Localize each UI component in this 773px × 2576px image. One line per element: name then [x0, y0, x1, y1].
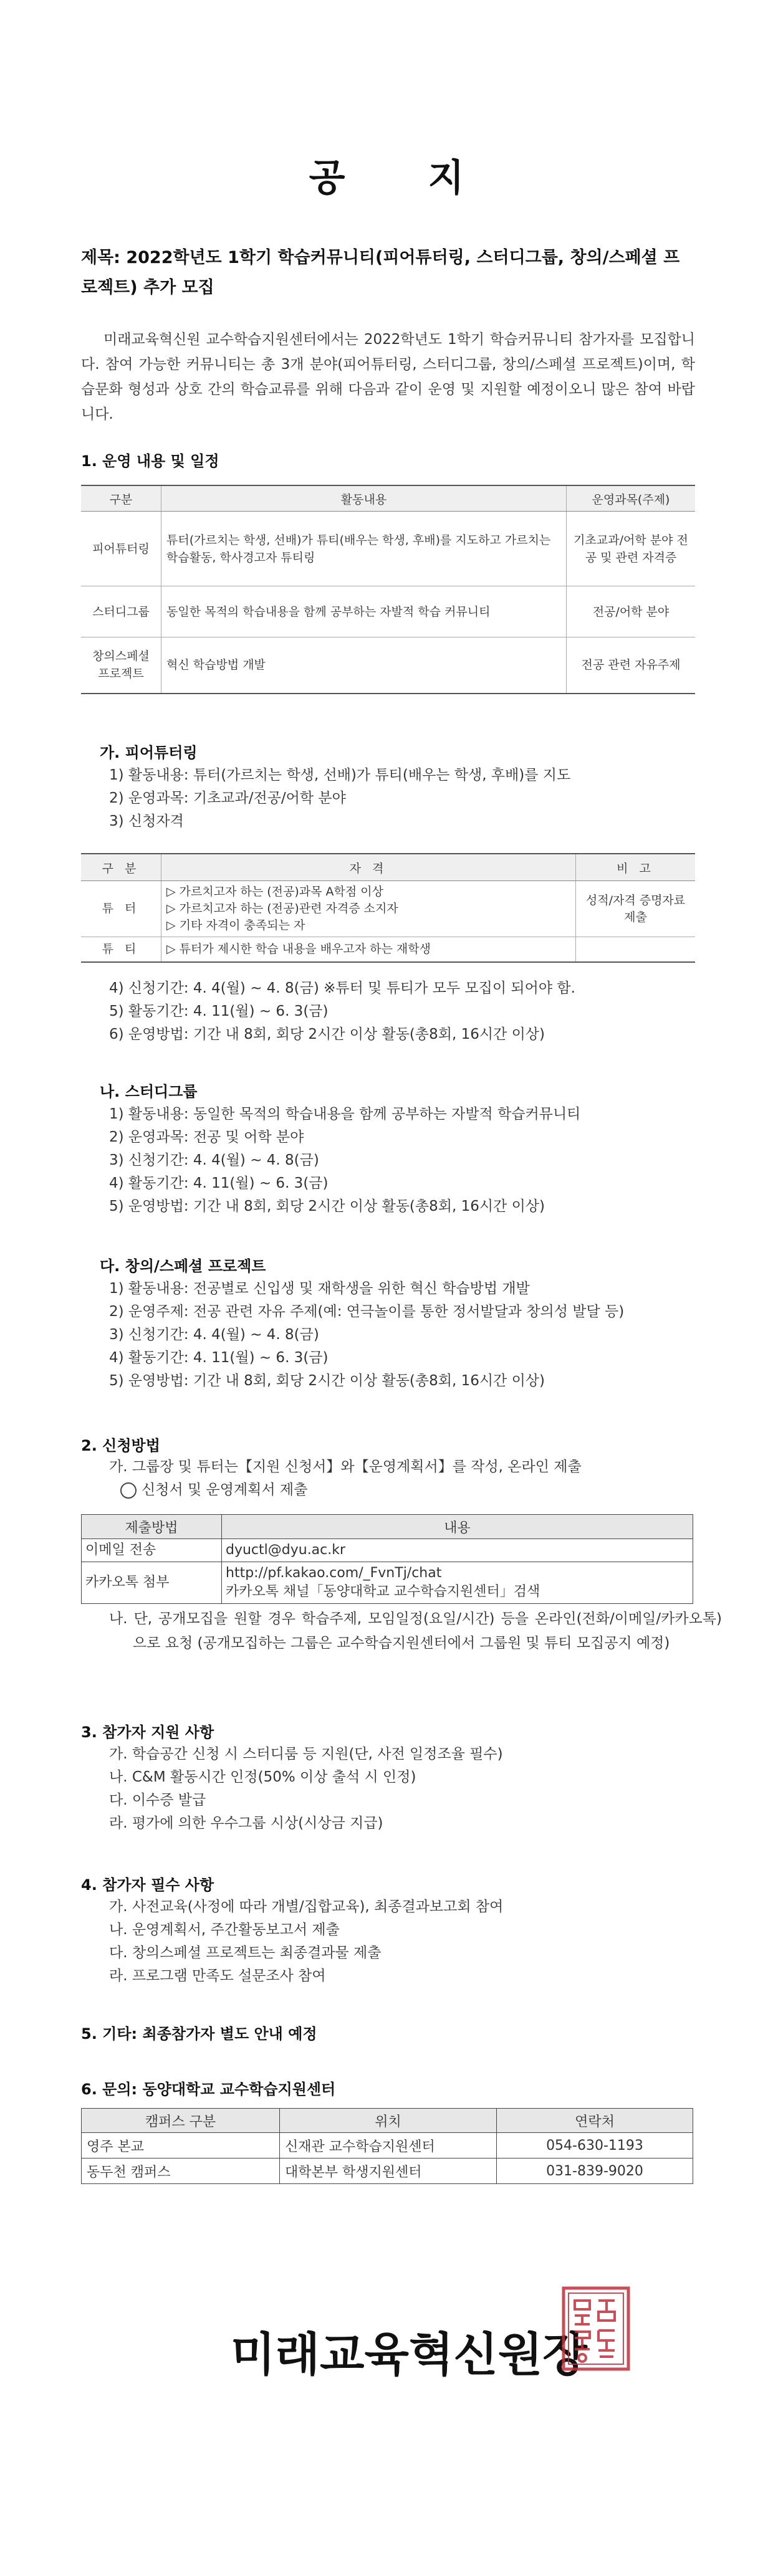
list-item: 나. C&M 활동시간 인정(50% 이상 출석 시 인정): [109, 1769, 416, 1785]
requirements-list: [109, 1896, 701, 1988]
list-item: 가. 그룹장 및 튜터는【지원 신청서】와【운영계획서】를 작성, 온라인 제출: [109, 1459, 582, 1475]
campus-phone[interactable]: 031-839-9020: [497, 2159, 693, 2184]
list-item: 2) 운영주제: 전공 관련 자유 주제(예: 연극놀이를 통한 정서발달과 창의성 발달 등): [109, 1304, 625, 1320]
application-list: [109, 1456, 701, 1502]
row-activity: 혁신 학습방법 개발: [161, 637, 567, 694]
notice-subject: 제목: 2022학년도 1학기 학습커뮤니티(피어튜터링, 스터디그룹, 창의/스페셜 프로젝트) 추가 모집: [81, 248, 680, 297]
table-header-row: [81, 485, 695, 512]
issuer-name: 미래교육혁신원장: [231, 2328, 587, 2382]
column-header: 비 고: [576, 854, 696, 881]
notice-title: 공 지: [309, 156, 499, 200]
operation-table: [81, 485, 695, 694]
list-item: ▷ 가르치고자 하는 (전공)관련 자격증 소지자: [166, 902, 398, 915]
table-row: [82, 1539, 693, 1562]
table-row: [81, 512, 695, 586]
table-row: [82, 2133, 693, 2159]
official-seal-icon: [561, 2286, 631, 2372]
submission-table: [81, 1514, 693, 1604]
column-header: 구분: [81, 485, 161, 512]
list-item: 4) 활동기간: 4. 11(월) ~ 6. 3(금): [109, 1175, 329, 1191]
column-header: 자 격: [161, 854, 576, 881]
row-subject: 전공/어학 분야: [567, 586, 696, 637]
list-item: 6) 운영방법: 기간 내 8회, 회당 2시간 이상 활동(총8회, 16시간 이상): [109, 1026, 545, 1042]
section6-heading: 6. 문의: 동양대학교 교수학습지원센터: [81, 2081, 336, 2098]
list-item: 다. 창의스페셜 프로젝트는 최종결과물 제출: [109, 1945, 382, 1961]
table-row: [82, 2159, 693, 2184]
row-type: 창의스페셜 프로젝트: [81, 637, 161, 694]
list-item: 3) 신청자격: [109, 813, 184, 829]
support-list: [109, 1743, 701, 1835]
campus-phone[interactable]: 054-630-1193: [497, 2133, 693, 2159]
list-item: 라. 평가에 의한 우수그룹 시상(시상금 지급): [109, 1815, 383, 1831]
list-item: 5) 활동기간: 4. 11(월) ~ 6. 3(금): [109, 1003, 329, 1019]
section1-heading: 1. 운영 내용 및 일정: [81, 452, 219, 470]
list-item: 1) 활동내용: 동일한 목적의 학습내용을 함께 공부하는 자발적 학습커뮤니티: [109, 1106, 581, 1122]
list-item: 다. 이수증 발급: [109, 1792, 206, 1808]
list-item: 2) 운영과목: 기초교과/전공/어학 분야: [109, 790, 346, 806]
section3-heading: 3. 참가자 지원 사항: [81, 1724, 214, 1741]
table-row: [81, 586, 695, 637]
table-row: [82, 1562, 693, 1604]
list-item: 2) 운영과목: 전공 및 어학 분야: [109, 1129, 304, 1145]
campus-name: 영주 본교: [82, 2133, 280, 2159]
row-activity: 튜터(가르치는 학생, 선배)가 튜티(배우는 학생, 후배)를 지도하고 가르치는 학습활동, 학사경고자 튜티링: [161, 512, 567, 586]
public-recruitment-note: 나. 단, 공개모집을 원할 경우 학습주제, 모임일정(요일/시간) 등을 온라인(전화/이메일/카카오톡)으로 요청 (공개모집하는 그룹은 교수학습지원센터에서 그룹원 및 튜티 모집공지 예정): [109, 1611, 722, 1651]
tutor-qualifications: [161, 881, 576, 937]
row-subject: 기초교과/어학 분야 전공 및 관련 자격증: [567, 512, 696, 586]
row-activity: 동일한 목적의 학습내용을 함께 공부하는 자발적 학습 커뮤니티: [161, 586, 567, 637]
column-header: 내용: [222, 1515, 693, 1539]
peer-tutoring-heading: 가. 피어튜터링: [100, 744, 198, 761]
column-header: 활동내용: [161, 485, 567, 512]
kakao-method: 카카오톡 첨부: [82, 1562, 222, 1604]
table-row: [81, 937, 695, 962]
column-header: 연락처: [497, 2109, 693, 2133]
list-item: 나. 운영계획서, 주간활동보고서 제출: [109, 1922, 340, 1938]
study-group-list: [109, 1103, 701, 1218]
peer-tutoring-list-cont: [109, 977, 701, 1046]
tutee-label: 튜 티: [81, 937, 161, 962]
list-item: [109, 1479, 701, 1502]
tutor-note: 성적/자격 증명자료 제출: [576, 881, 696, 937]
campus-location: 대학본부 학생지원센터: [280, 2159, 497, 2184]
column-header: 제출방법: [82, 1515, 222, 1539]
table-row: [81, 881, 695, 937]
row-type: 피어튜터링: [81, 512, 161, 586]
kakao-channel: 카카오톡 채널「동양대학교 교수학습지원센터」검색: [226, 1584, 540, 1600]
column-header: 구 분: [81, 854, 161, 881]
email-method: 이메일 전송: [82, 1539, 222, 1562]
peer-tutoring-list: [109, 764, 701, 833]
column-header: 위치: [280, 2109, 497, 2133]
intro-paragraph: 미래교육혁신원 교수학습지원센터에서는 2022학년도 1학기 학습커뮤니티 참가자를 모집합니다. 참여 가능한 커뮤니티는 총 3개 분야(피어튜터링, 스터디그룹, 창의/스페셜 프로젝트)이며, 학습문화 형성과 상호 간의 학습교류를 위해 다음과 같이 운영 및 지원할 예정이오니 많은 참여 바랍니다.: [81, 332, 695, 422]
row-type: 스터디그룹: [81, 586, 161, 637]
tutee-qualification: ▷ 튜터가 제시한 학습 내용을 배우고자 하는 재학생: [161, 937, 576, 962]
creative-project-list: [109, 1277, 701, 1393]
list-item: 가. 학습공간 신청 시 스터디룸 등 지원(단, 사전 일정조율 필수): [109, 1746, 503, 1762]
qualification-table: [81, 853, 695, 963]
tutor-label: 튜 터: [81, 881, 161, 937]
list-item: 3) 신청기간: 4. 4(월) ~ 4. 8(금): [109, 1152, 319, 1168]
kakao-url[interactable]: http://pf.kakao.com/_FvnTj/chat: [226, 1565, 442, 1581]
list-item: 1) 활동내용: 전공별로 신입생 및 재학생을 위한 혁신 학습방법 개발: [109, 1281, 530, 1297]
campus-location: 신재관 교수학습지원센터: [280, 2133, 497, 2159]
tutee-note: [576, 937, 696, 962]
row-subject: 전공 관련 자유주제: [567, 637, 696, 694]
section2-heading: 2. 신청방법: [81, 1437, 160, 1454]
table-row: [81, 637, 695, 694]
list-item: 4) 신청기간: 4. 4(월) ~ 4. 8(금) ※튜터 및 튜티가 모두 모집이 되어야 함.: [109, 980, 575, 996]
list-item: 5) 운영방법: 기간 내 8회, 회당 2시간 이상 활동(총8회, 16시간 이상): [109, 1373, 545, 1389]
column-header: 운영과목(주제): [567, 485, 696, 512]
contact-table: [81, 2108, 693, 2184]
list-item: 3) 신청기간: 4. 4(월) ~ 4. 8(금): [109, 1327, 319, 1343]
circle-bullet-icon: [120, 1482, 137, 1499]
list-item-text: 신청서 및 운영계획서 제출: [142, 1482, 308, 1498]
list-item: 5) 운영방법: 기간 내 8회, 회당 2시간 이상 활동(총8회, 16시간 이상): [109, 1198, 545, 1214]
section4-heading: 4. 참가자 필수 사항: [81, 1876, 214, 1894]
study-group-heading: 나. 스터디그룹: [100, 1083, 198, 1100]
column-header: 캠퍼스 구분: [82, 2109, 280, 2133]
section5-heading: 5. 기타: 최종참가자 별도 안내 예정: [81, 2025, 317, 2043]
campus-name: 동두천 캠퍼스: [82, 2159, 280, 2184]
table-header-row: [82, 1515, 693, 1539]
creative-project-heading: 다. 창의/스페셜 프로젝트: [100, 1257, 266, 1275]
list-item: 가. 사전교육(사정에 따라 개별/집합교육), 최종결과보고회 참여: [109, 1899, 504, 1915]
list-item: ▷ 가르치고자 하는 (전공)과목 A학점 이상: [166, 885, 383, 899]
list-item: ▷ 기타 자격이 충족되는 자: [166, 918, 305, 932]
table-header-row: [82, 2109, 693, 2133]
list-item: 4) 활동기간: 4. 11(월) ~ 6. 3(금): [109, 1350, 329, 1366]
list-item: 라. 프로그램 만족도 설문조사 참여: [109, 1968, 326, 1984]
list-item: 1) 활동내용: 튜터(가르치는 학생, 선배)가 튜티(배우는 학생, 후배)를 지도: [109, 767, 571, 783]
kakao-details: [222, 1562, 693, 1604]
email-address[interactable]: dyuctl@dyu.ac.kr: [222, 1539, 693, 1562]
table-header-row: [81, 854, 695, 881]
